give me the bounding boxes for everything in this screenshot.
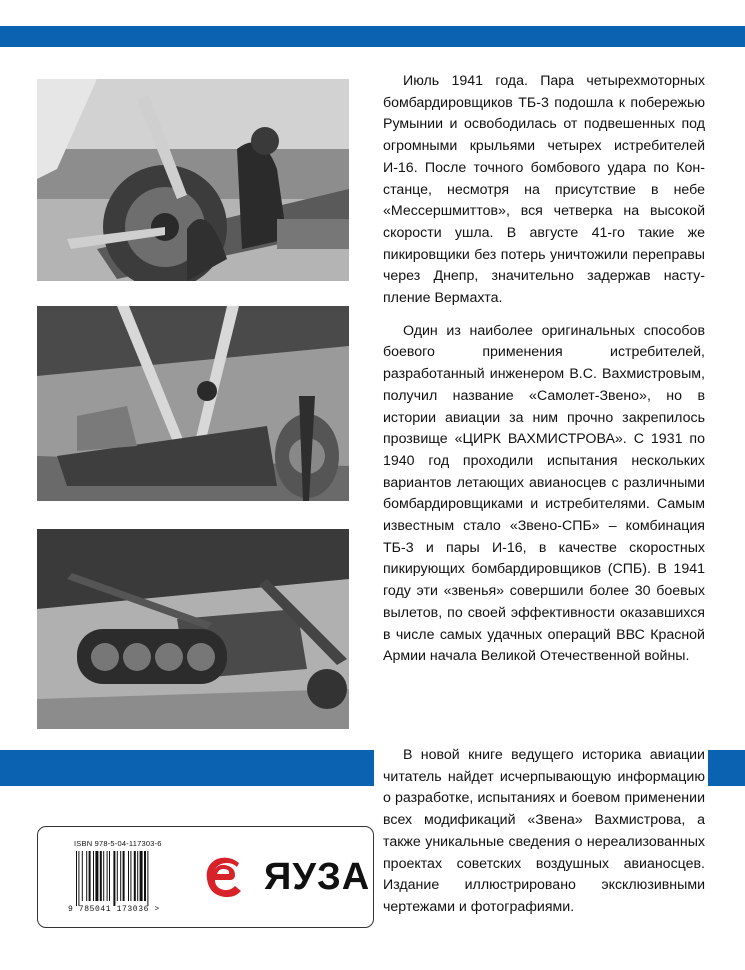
photo-mechanics-engine: [37, 79, 349, 281]
photo-tank-under-bomber: [37, 529, 349, 729]
photo-i16-under-wing: [37, 306, 349, 501]
eksmo-e-logo-icon: [201, 853, 249, 903]
barcode-bar: [76, 851, 77, 906]
barcode-bar: [123, 851, 125, 901]
left-blue-band: [0, 750, 374, 786]
photo-tank-icon: [37, 529, 349, 729]
barcode-bar: [100, 851, 102, 901]
photo-wing-icon: [37, 306, 349, 501]
paragraph-2: Один из наиболее оригинальных способов боевого применения истребителей, разработанный инженером В.С. Вахмистровым, получил название «Самолет-Звено», но в истории авиации за ним прочно закрепилось прозвище «ЦИРК ВАХМИСТРОВА». С 1931 по 1940 год проходили испытания нескольких вариантов летающих авианосцев с различными бомбардировщиками и истребителями. Самым известным стало «Звено-СПБ» – комбинация ТБ-3 и пары И-16, в качестве скоростных пикирующих бомбардировщиков (СПБ). В 1941 году эти «звенья» совершили более 30 боевых вылетов, по своей эффективности оказавшихся в числе самых удачных операций ВВС Красной Армии начала Великой Отечественной войны.: [383, 322, 705, 665]
barcode-bar: [107, 851, 108, 901]
barcode-bar: [147, 851, 148, 906]
barcode-bar: [93, 851, 94, 901]
barcode-bar: [134, 851, 136, 901]
barcode-bar: [128, 851, 129, 901]
photo-engine-icon: [37, 79, 349, 281]
barcode-bar: [117, 851, 118, 901]
barcode-bar: [130, 851, 131, 901]
annotation-text-column: [383, 71, 705, 668]
paragraph-3: В новой книге ведущего историка авиации читатель найдет исчерпывающую информацию о разработке, испытаниях и боевом применении всех модификаций «Звена» Вахмистрова, а также уникальные сведения о нереализованных проектах советских воздушных авианосцев. Издание иллюстрировано эксклюзивными чертежами и фотографиями.: [383, 747, 705, 915]
top-blue-band: [0, 26, 745, 47]
barcode-bar: [89, 851, 91, 901]
barcode-logo-box: [37, 826, 374, 928]
barcode-bar: [95, 851, 98, 901]
barcode-bar: [78, 851, 79, 906]
right-blue-band: [708, 750, 745, 786]
yauza-logo-text: ЯУЗА: [264, 856, 371, 898]
barcode-bar: [113, 851, 115, 906]
barcode-bar: [109, 851, 110, 901]
barcode-digits: 9 785041 173036 >: [68, 905, 160, 914]
barcode-bar: [120, 851, 121, 901]
barcode-bar: [144, 851, 146, 901]
paragraph-1: Июль 1941 года. Пара четырехмоторных бомбардировщиков ТБ-3 подошла к побережью Румынии и освободилась от подвешенных под огромными крыльями четырех истребителей И-16. После точного бомбового удара по Констанце, несмотря на присутствие в небе «Мессершмиттов», вся четверка на высокой скорости ушла. В августе 41-го такие же пикировщики без потерь уничтожили переправы через Днепр, значительно задержав наступление Вермахта.: [383, 73, 705, 307]
barcode-bar: [82, 851, 83, 901]
barcode-bar: [103, 851, 104, 901]
barcode-bar: [86, 851, 87, 901]
barcode-bar: [137, 851, 138, 901]
barcode-bar: [140, 851, 143, 901]
barcode-icon: [74, 851, 180, 906]
isbn-label: ISBN 978-5-04-117303-6: [74, 839, 162, 848]
